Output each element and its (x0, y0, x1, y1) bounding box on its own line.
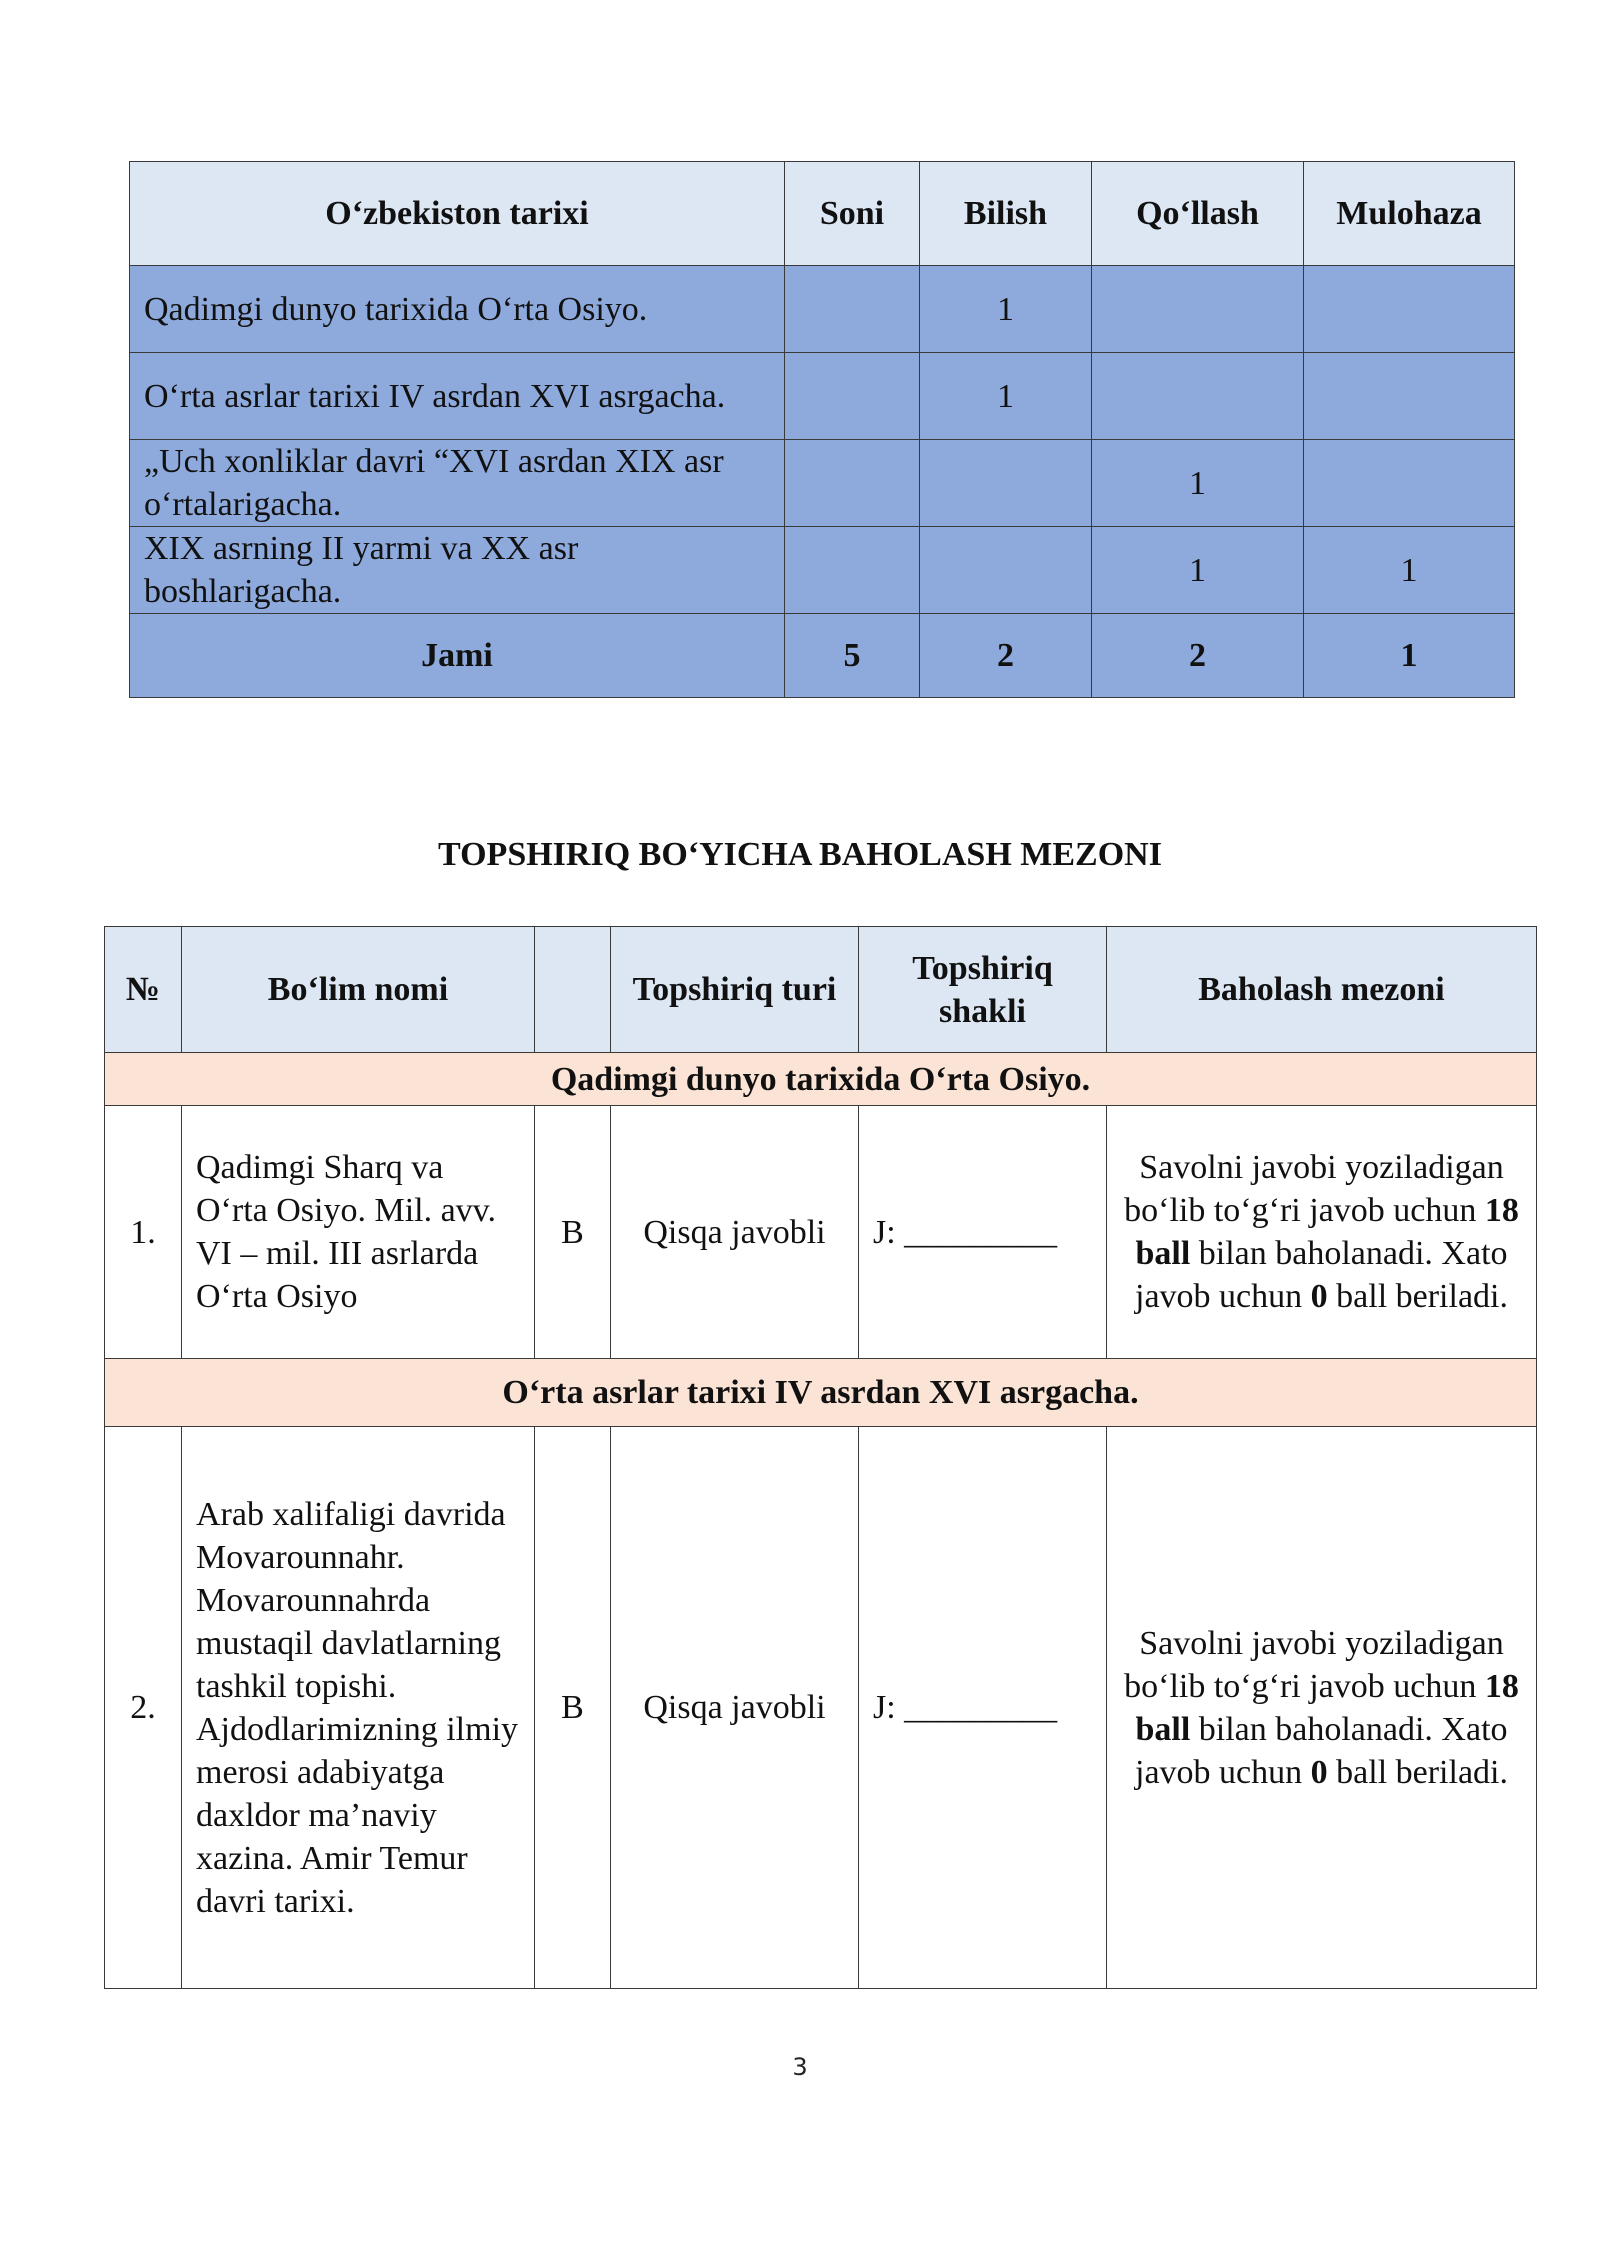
header-task-type: Topshiriq turi (611, 927, 859, 1053)
total-row (130, 614, 1515, 698)
bilish-cell (920, 527, 1092, 614)
header-criteria: Baholash mezoni (1107, 927, 1537, 1053)
row-number: 1. (105, 1106, 182, 1359)
soni-cell (785, 527, 920, 614)
page-number: 3 (792, 2053, 808, 2081)
header-task-form: Topshiriq shakli (859, 927, 1107, 1053)
header-mulohaza: Mulohaza (1304, 162, 1515, 266)
bilish-cell: 1 (920, 266, 1092, 353)
task-form-cell: J: _________ (859, 1427, 1107, 1989)
criteria-text: ball beriladi. (1327, 1278, 1508, 1315)
qollash-cell: 1 (1092, 527, 1304, 614)
criteria-text: Savolni javobi yoziladigan bo‘lib to‘g‘ri javob uchun (1124, 1624, 1504, 1705)
criteria-cell (1107, 1106, 1537, 1359)
header-bilish: Bilish (920, 162, 1092, 266)
section-title-row (105, 1359, 1537, 1427)
topic-cell: XIX asrning II yarmi va XX asr boshlarigacha. (130, 527, 785, 614)
mulohaza-cell (1304, 353, 1515, 440)
task-type-cell: Qisqa javobli (611, 1427, 859, 1989)
header-number: № (105, 927, 182, 1053)
section-title-row (105, 1053, 1537, 1106)
header-section-name: Bo‘lim nomi (182, 927, 535, 1053)
criteria-points: 18 ball (1135, 1667, 1519, 1748)
total-qollash: 2 (1092, 614, 1304, 698)
soni-cell (785, 440, 920, 527)
soni-cell (785, 353, 920, 440)
topic-cell: Arab xalifaligi davrida Movarounnahr. Movarounnahrda mustaqil davlatlarning tashkil topishi. Ajdodlarimizning ilmiy merosi adabiyatga daxldor ma’naviy xazina. Amir Temur davri tarixi. (182, 1427, 535, 1989)
soni-cell (785, 266, 920, 353)
table-row (105, 1106, 1537, 1359)
table-row (130, 353, 1515, 440)
mulohaza-cell (1304, 440, 1515, 527)
total-mulohaza: 1 (1304, 614, 1515, 698)
section-title: O‘rta asrlar tarixi IV asrdan XVI asrgacha. (105, 1359, 1537, 1427)
criteria-zero: 0 (1310, 1278, 1328, 1315)
topic-cell: O‘rta asrlar tarixi IV asrdan XVI asrgacha. (130, 353, 785, 440)
table-row (130, 527, 1515, 614)
task-form-cell: J: _________ (859, 1106, 1107, 1359)
header-qollash: Qo‘llash (1092, 162, 1304, 266)
topic-cell: Qadimgi Sharq va O‘rta Osiyo. Mil. avv. VI – mil. III asrlarda O‘rta Osiyo (182, 1106, 535, 1359)
topic-cell: „Uch xonliklar davri “XVI asrdan XIX asr o‘rtalarigacha. (130, 440, 785, 527)
criteria-cell (1107, 1427, 1537, 1989)
total-soni: 5 (785, 614, 920, 698)
header-blank (535, 927, 611, 1053)
table-header-row (130, 162, 1515, 266)
header-soni: Soni (785, 162, 920, 266)
total-bilish: 2 (920, 614, 1092, 698)
knowledge-distribution-table (129, 161, 1515, 698)
bilish-cell: 1 (920, 353, 1092, 440)
criteria-text: bilan baholanadi. Xato javob uchun (1135, 1710, 1508, 1791)
qollash-cell (1092, 353, 1304, 440)
mulohaza-cell: 1 (1304, 527, 1515, 614)
mulohaza-cell (1304, 266, 1515, 353)
table-header-row (105, 927, 1537, 1053)
total-label: Jami (130, 614, 785, 698)
criteria-text: ball beriladi. (1327, 1753, 1508, 1791)
table-row (130, 440, 1515, 527)
topic-cell: Qadimgi dunyo tarixida O‘rta Osiyo. (130, 266, 785, 353)
qollash-cell: 1 (1092, 440, 1304, 527)
criteria-text: Savolni javobi yoziladigan bo‘lib to‘g‘ri javob uchun (1124, 1149, 1504, 1229)
task-type-cell: Qisqa javobli (611, 1106, 859, 1359)
table-row (130, 266, 1515, 353)
section-title: Qadimgi dunyo tarixida O‘rta Osiyo. (105, 1053, 1537, 1106)
level-cell: B (535, 1106, 611, 1359)
level-cell: B (535, 1427, 611, 1989)
qollash-cell (1092, 266, 1304, 353)
assessment-criteria-table (104, 926, 1537, 1989)
header-uzbekistan-history: O‘zbekiston tarixi (130, 162, 785, 266)
criteria-zero: 0 (1310, 1753, 1328, 1791)
criteria-text: bilan baholanadi. Xato javob uchun (1135, 1235, 1508, 1315)
bilish-cell (920, 440, 1092, 527)
table-row (105, 1427, 1537, 1989)
criteria-points: 18 ball (1135, 1192, 1519, 1272)
row-number: 2. (105, 1427, 182, 1989)
section-heading: TOPSHIRIQ BO‘YICHA BAHOLASH MEZONI (438, 836, 1162, 873)
